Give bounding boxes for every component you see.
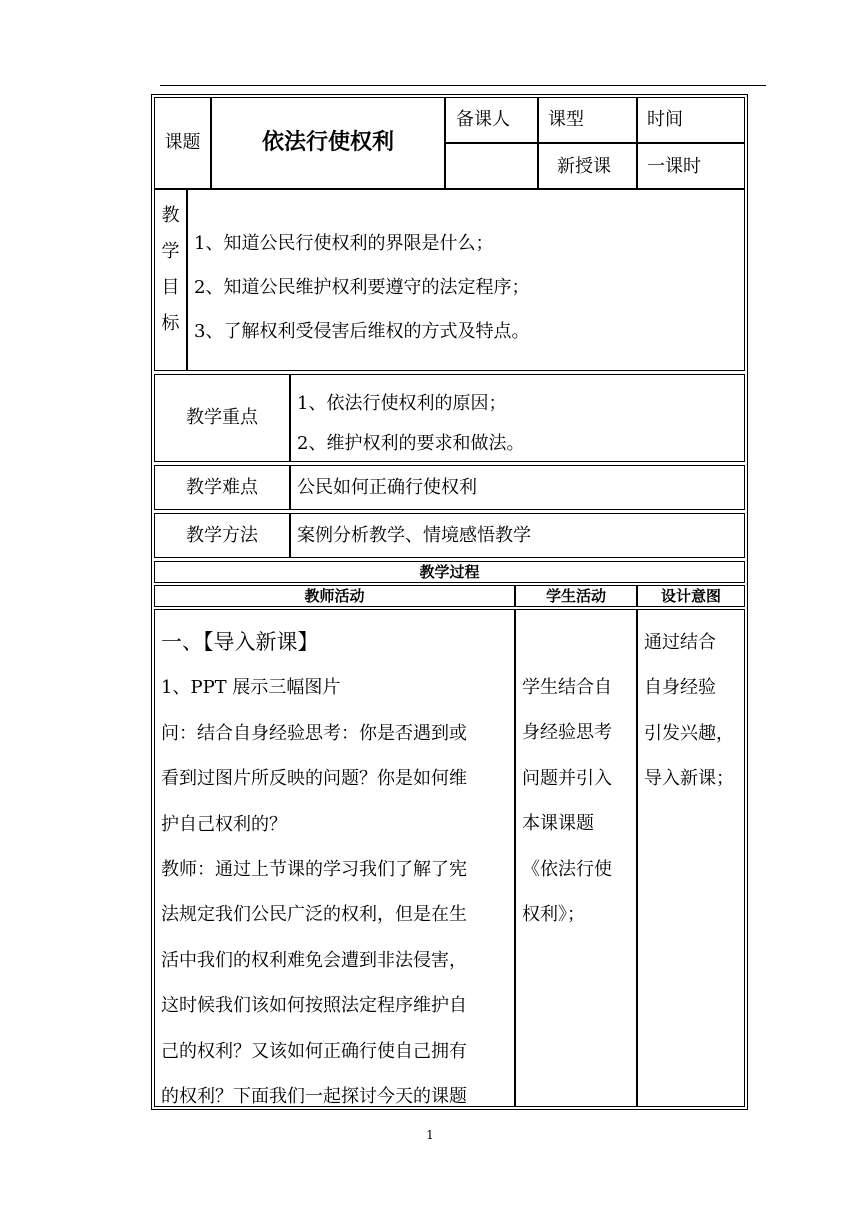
teacher-activity-line: 这时候我们该如何按照法定程序维护自 bbox=[161, 995, 467, 1017]
time-value: 一课时 bbox=[647, 156, 701, 177]
type-label: 课型 bbox=[548, 109, 584, 130]
objectives-label-cell bbox=[154, 189, 187, 371]
subject-title: 依法行使权利 bbox=[261, 130, 394, 155]
method-value: 案例分析教学、情境感悟教学 bbox=[297, 525, 531, 546]
teacher-activity-cell bbox=[154, 609, 515, 1107]
method-label-cell bbox=[154, 513, 290, 558]
design-intent-line: 自身经验 bbox=[644, 677, 716, 699]
time-value-cell bbox=[637, 143, 745, 189]
difficulty-label-cell bbox=[154, 465, 290, 510]
teacher-activity-line: 问：结合自身经验思考：你是否遇到或 bbox=[161, 722, 467, 744]
teacher-activity-line: 法规定我们公民广泛的权利，但是在生 bbox=[161, 904, 467, 926]
design-intent-cell bbox=[637, 609, 745, 1107]
student-activity-line: 学生结合自 bbox=[522, 677, 612, 698]
teacher-col-label: 教师活动 bbox=[304, 587, 365, 605]
teacher-activity-line: 1、PPT 展示三幅图片 bbox=[161, 677, 341, 699]
teacher-activity-line: 教师：通过上节课的学习我们了解了宪 bbox=[161, 859, 467, 881]
teacher-activity-line: 活中我们的权利难免会遭到非法侵害， bbox=[161, 949, 467, 971]
preparer-label-cell bbox=[445, 97, 538, 143]
time-label-cell bbox=[637, 97, 745, 143]
method-content-cell bbox=[290, 513, 745, 558]
design-intent-line: 导入新课； bbox=[644, 768, 734, 790]
header-rule bbox=[160, 85, 766, 86]
method-label: 教学方法 bbox=[186, 524, 258, 546]
design-intent-line: 通过结合 bbox=[644, 632, 716, 653]
preparer-value-cell bbox=[445, 143, 538, 189]
student-activity-line: 身经验思考 bbox=[522, 722, 612, 744]
teacher-activity-heading: 一、【导入新课】 bbox=[161, 630, 319, 654]
key-points-label: 教学重点 bbox=[186, 407, 258, 428]
student-activity-cell bbox=[515, 609, 637, 1107]
key-point-item: 2、维护权利的要求和做法。 bbox=[297, 433, 525, 454]
student-activity-line: 权利》； bbox=[522, 904, 585, 926]
key-points-content-cell bbox=[290, 374, 745, 462]
intent-col-label: 设计意图 bbox=[660, 587, 721, 605]
difficulty-content-cell bbox=[290, 465, 745, 510]
objectives-label-char: 目 bbox=[161, 277, 180, 298]
objectives-content-cell bbox=[187, 189, 745, 371]
key-point-item: 1、依法行使权利的原因； bbox=[297, 393, 507, 414]
subject-title-cell bbox=[211, 97, 445, 189]
subject-label-cell bbox=[154, 97, 211, 189]
process-title: 教学过程 bbox=[419, 563, 480, 581]
key-points-label-cell bbox=[154, 374, 290, 462]
page-number: 1 bbox=[426, 1128, 434, 1142]
student-activity-line: 本课课题 bbox=[522, 813, 594, 835]
objective-item: 2、知道公民维护权利要遵守的法定程序； bbox=[194, 277, 530, 298]
objectives-label-char: 标 bbox=[161, 313, 180, 334]
student-activity-line: 问题并引入 bbox=[522, 767, 612, 789]
teacher-activity-line: 的权利？下面我们一起探讨今天的课题 bbox=[161, 1086, 467, 1108]
teacher-activity-line: 护自己权利的？ bbox=[161, 813, 287, 835]
objective-item: 3、了解权利受侵害后维权的方式及特点。 bbox=[194, 321, 530, 342]
objective-item: 1、知道公民行使权利的界限是什么； bbox=[194, 233, 494, 254]
design-intent-line: 引发兴趣， bbox=[644, 722, 734, 744]
difficulty-value: 公民如何正确行使权利 bbox=[297, 477, 477, 498]
teacher-activity-line: 己的权利？又该如何正确行使自己拥有 bbox=[161, 1040, 467, 1062]
objectives-label-char: 教 bbox=[161, 205, 180, 226]
student-col-header bbox=[515, 585, 637, 607]
difficulty-label: 教学难点 bbox=[186, 476, 258, 498]
teacher-activity-line: 看到过图片所反映的问题？你是如何维 bbox=[161, 768, 467, 790]
preparer-label: 备课人 bbox=[456, 109, 510, 130]
type-label-cell bbox=[538, 97, 637, 143]
type-value-cell bbox=[538, 143, 637, 189]
type-value: 新授课 bbox=[557, 156, 611, 177]
teacher-col-header bbox=[154, 585, 515, 607]
objectives-label-char: 学 bbox=[161, 241, 180, 262]
intent-col-header bbox=[637, 585, 745, 607]
process-title-cell bbox=[154, 561, 745, 583]
student-activity-line: 《依法行使 bbox=[522, 858, 612, 880]
time-label: 时间 bbox=[647, 109, 683, 130]
subject-label: 课题 bbox=[164, 132, 201, 153]
student-col-label: 学生活动 bbox=[545, 587, 606, 605]
